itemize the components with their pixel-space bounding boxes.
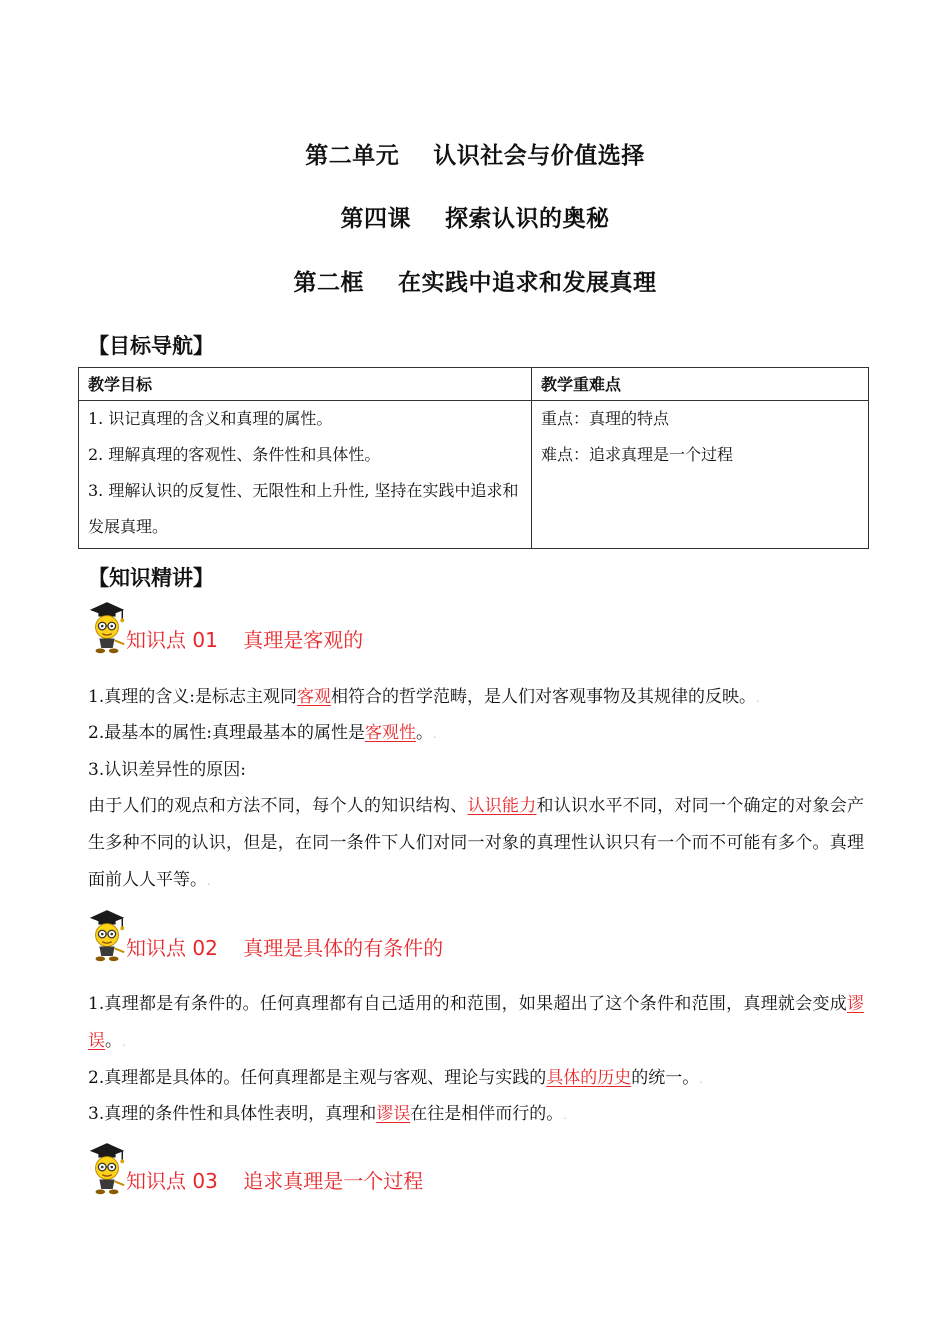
kp1-paragraph-4: 由于人们的观点和方法不同，每个人的知识结构、认识能力和认识水平不同，对同一个确定的对象会产生多种不同的认识，但是，在同一条件下人们对同一对象的真理性认识只有一个而不可能有多个。真理面前人人平等。.: [88, 796, 864, 890]
scholar-mascot-icon: [86, 1139, 128, 1197]
knowledge-heading: 【知识精讲】: [88, 566, 214, 590]
goal-table: [78, 367, 869, 549]
scholar-mascot-icon: [86, 598, 128, 656]
kp1-answer-3: 认识能力: [467, 796, 537, 816]
goal-list-cell: [79, 401, 532, 549]
difficult-point-item: 难点：追求真理是一个过程: [541, 445, 734, 464]
kp1-paragraph-3: 3.认识差异性的原因:: [88, 760, 246, 780]
frame-title: 第二框 在实践中追求和发展真理: [293, 270, 657, 296]
kp2-answer-2: 具体的历史: [546, 1068, 632, 1088]
goal-table-header-keypoints: 教学重难点: [532, 368, 869, 401]
kp2-paragraph-2: 2.真理都是具体的。任何真理都是主观与客观、理论与实践的具体的历史的统一。.: [88, 1068, 703, 1088]
key-point-item: 重点：真理的特点: [541, 409, 670, 428]
goal-item: 3. 理解认识的反复性、无限性和上升性, 坚持在实践中追求和发展真理。: [88, 481, 519, 536]
kp1-paragraph-2: 2.最基本的属性:真理最基本的属性是客观性。.: [88, 723, 437, 743]
kp1-header: [86, 598, 586, 660]
kp2-answer-3: 谬误: [376, 1104, 411, 1124]
kp1-answer-2: 客观性: [364, 723, 416, 743]
goal-table-header-row: [79, 368, 869, 401]
unit-title: 第二单元 认识社会与价值选择: [305, 143, 645, 169]
keypoint-list-cell: [532, 401, 869, 549]
kp3-title: 知识点 03 追求真理是一个过程: [126, 1169, 424, 1193]
scholar-mascot-icon: [86, 906, 128, 964]
kp2-paragraph-1: 1.真理都是有条件的。任何真理都有自己适用的和范围，如果超出了这个条件和范围，真理就会变成谬误。.: [88, 994, 864, 1051]
goal-nav-heading: 【目标导航】: [88, 334, 214, 358]
kp1-paragraph-1: 1.真理的含义:是标志主观同客观相符合的哲学范畴，是人们对客观事物及其规律的反映。.: [88, 687, 760, 707]
lesson-title: 第四课 探索认识的奥秘: [340, 206, 610, 232]
kp1-answer-1: 客观: [296, 687, 331, 707]
goal-item: 1. 识记真理的含义和真理的属性。: [88, 409, 333, 428]
goal-table-header-goals: 教学目标: [79, 368, 532, 401]
goal-table-body-row: [79, 401, 869, 549]
kp2-paragraph-3: 3.真理的条件性和具体性表明，真理和谬误在往是相伴而行的。.: [88, 1104, 567, 1124]
kp2-title: 知识点 02 真理是具体的有条件的: [126, 936, 444, 960]
kp2-header: [86, 906, 586, 968]
goal-item: 2. 理解真理的客观性、条件性和具体性。: [88, 445, 381, 464]
kp2-answer-1: 谬误: [88, 994, 864, 1051]
kp3-header: [86, 1139, 586, 1201]
kp1-title: 知识点 01 真理是客观的: [126, 628, 364, 652]
